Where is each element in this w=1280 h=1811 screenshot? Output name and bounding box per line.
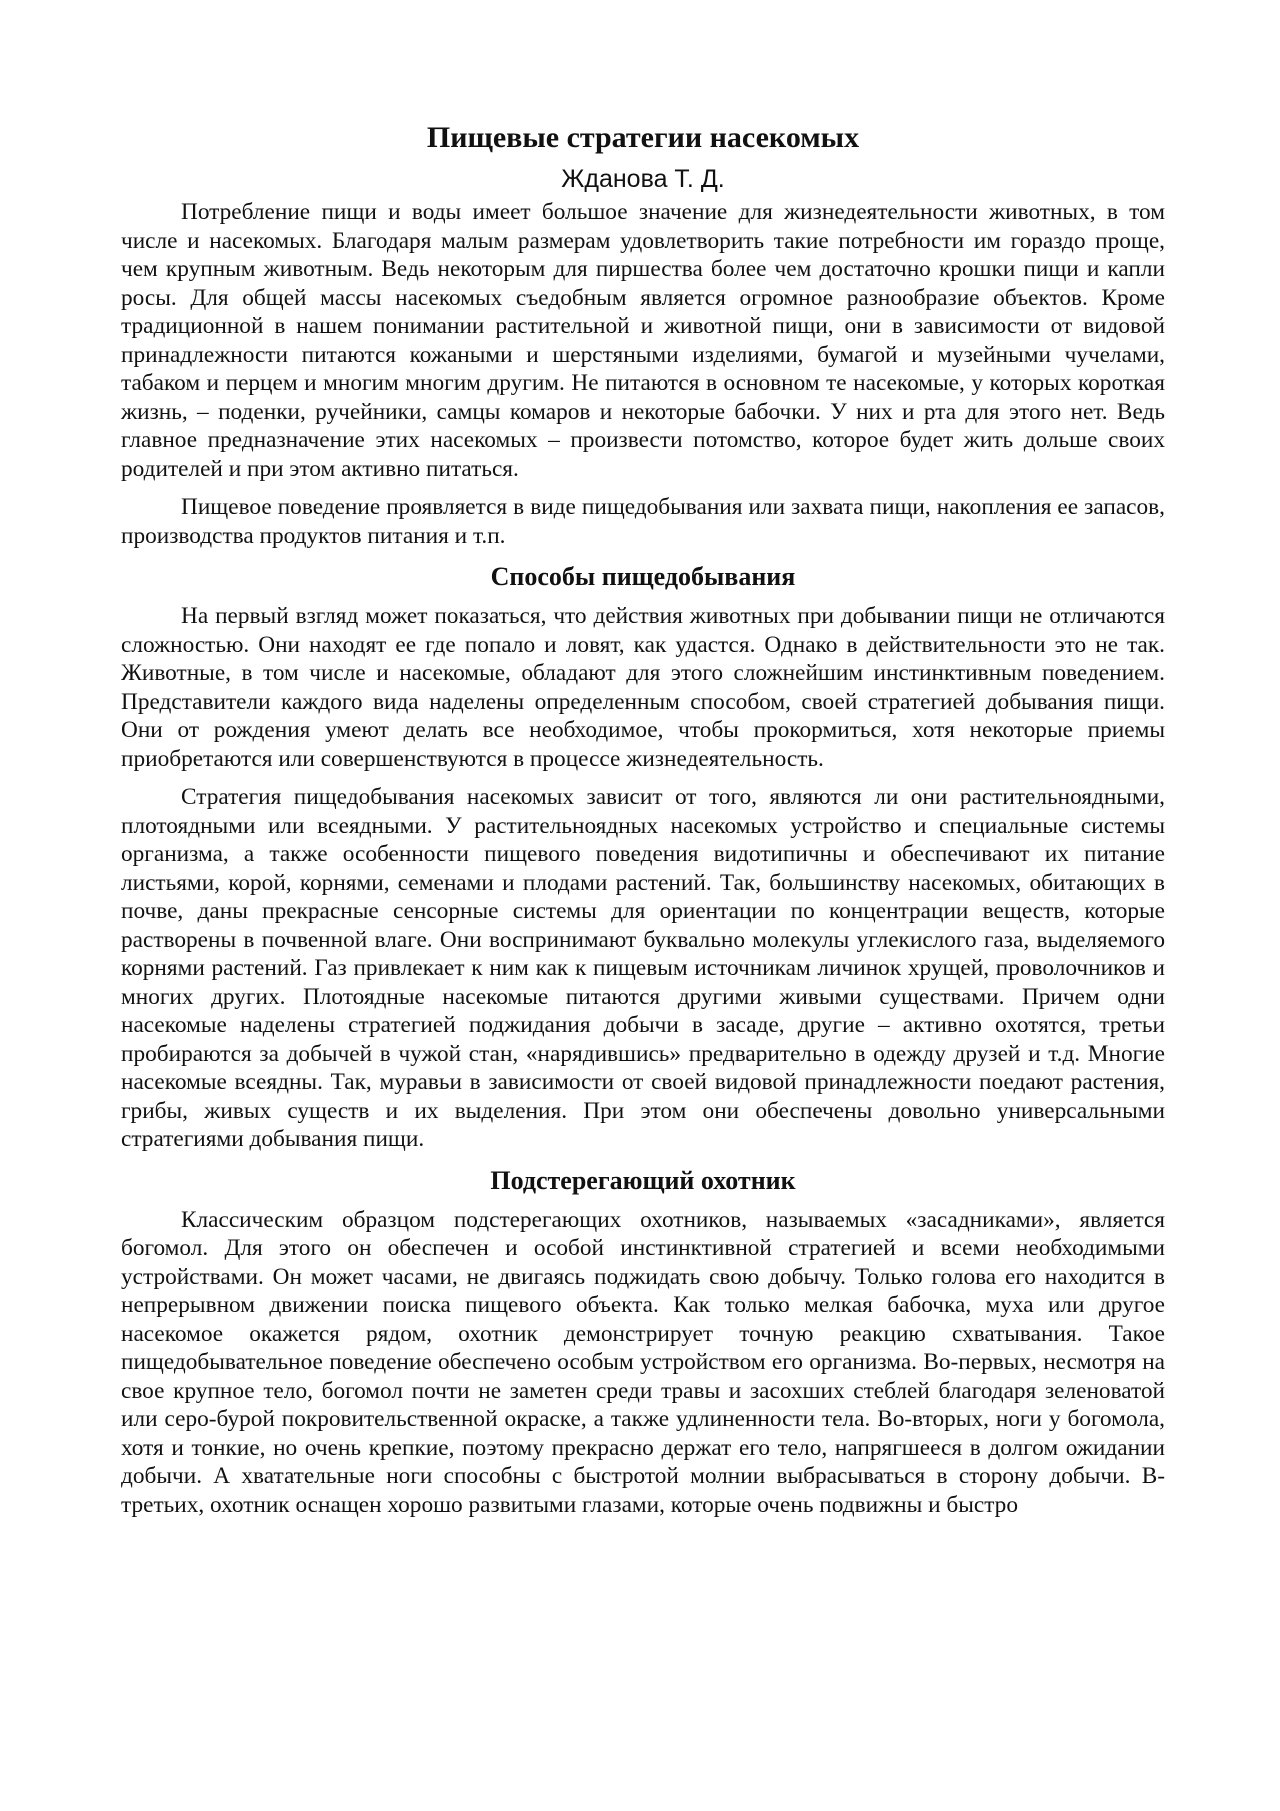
document-title: Пищевые стратегии насекомых — [426, 121, 860, 154]
section-1-paragraph-2: Стратегия пищедобывания насекомых зависит от того, являются ли они растительноядными, плотоядными или всеядными. У растительноядных насекомых устройство и специальные системы организма, а также особенности пищевого поведения видотипичны и обеспечивают их питание листьями, корой, корнями, семенами и плодами растений. Так, большинству насекомых, обитающих в почве, даны прекрасные сенсорные системы для ориентации по концентрации веществ, которые растворены в почвенной влаге. Они воспринимают буквально молекулы углекислого газа, выделяемого корнями растений. Газ привлекает к ним как к пищевым источникам личинок хрущей, проволочников и многих других. Плотоядные насекомые питаются другими живыми существами. Причем одни насекомые наделены стратегией поджидания добычи в засаде, другие – активно охотятся, третьи пробираются за добычей в чужой стан, «нарядившись» предварительно в одежду друзей и т.д. Многие насекомые всеядны. Так, муравьи в зависимости от своей видовой принадлежности поедают растения, грибы, живых существ и их выделения. При этом они обеспечены довольно универсальными стратегиями добывания пищи. — [121, 784, 1165, 1152]
section-heading-ambush-hunter: Подстерегающий охотник — [490, 1165, 796, 1195]
document-page — [121, 118, 1165, 1529]
section-2-paragraph-1: Классическим образцом подстерегающих охотников, называемых «засадниками», является богомол. Для этого он обеспечен и особой инстинктивной стратегией и всеми необходимыми устройствами. Он может часами, не двигаясь поджидать свою добычу. Только голова его находится в непрерывном движении поиска пищевого объекта. Как только мелкая бабочка, муха или другое насекомое окажется рядом, охотник демонстрирует точную реакцию схватывания. Такое пищедобывательное поведение обеспечено особым устройством его организма. Во-первых, несмотря на свое крупное тело, богомол почти не заметен среди травы и засохших стеблей благодаря зеленоватой или серо-бурой покровительственной окраске, а также удлиненности тела. Во-вторых, ноги у богомола, хотя и тонкие, но очень крепкие, поэтому прекрасно держат его тело, напрягшееся в долгом ожидании добычи. А хватательные ноги способны с быстротой молнии выбрасываться в сторону добычи. В-третьих, охотник оснащен хорошо развитыми глазами, которые очень подвижны и быстро — [121, 1206, 1165, 1518]
document-author: Жданова Т. Д. — [561, 165, 725, 193]
section-heading-feeding-methods: Способы пищедобывания — [490, 562, 796, 591]
intro-paragraph-2: Пищевое поведение проявляется в виде пищедобывания или захвата пищи, накопления ее запасов, производства продуктов питания и т.п. — [121, 494, 1165, 549]
section-1-paragraph-1: На первый взгляд может показаться, что действия животных при добывании пищи не отличаются сложностью. Они находят ее где попало и ловят, как удастся. Однако в действительности это не так. Животные, в том числе и насекомые, обладают для этого сложнейшим инстинктивным поведением. Представители каждого вида наделены определенным способом, своей стратегией добывания пищи. Они от рождения умеют делать все необходимое, чтобы прокормиться, хотя некоторые приемы приобретаются или совершенствуются в процессе жизнедеятельность. — [121, 603, 1165, 772]
intro-paragraph-1: Потребление пищи и воды имеет большое значение для жизнедеятельности животных, в том числе и насекомых. Благодаря малым размерам удовлетворить такие потребности им гораздо проще, чем крупным животным. Ведь некоторым для пиршества более чем достаточно крошки пищи и капли росы. Для общей массы насекомых съедобным является огромное разнообразие объектов. Кроме традиционной в нашем понимании растительной и животной пищи, они в зависимости от видовой принадлежности питаются кожаными и шерстяными изделиями, бумагой и музейными чучелами, табаком и перцем и многим многим другим. Не питаются в основном те насекомые, у которых короткая жизнь, – поденки, ручейники, самцы комаров и некоторые бабочки. У них и рта для этого нет. Ведь главное предназначение этих насекомых – произвести потомство, которое будет жить дольше своих родителей и при этом активно питаться. — [121, 199, 1165, 482]
